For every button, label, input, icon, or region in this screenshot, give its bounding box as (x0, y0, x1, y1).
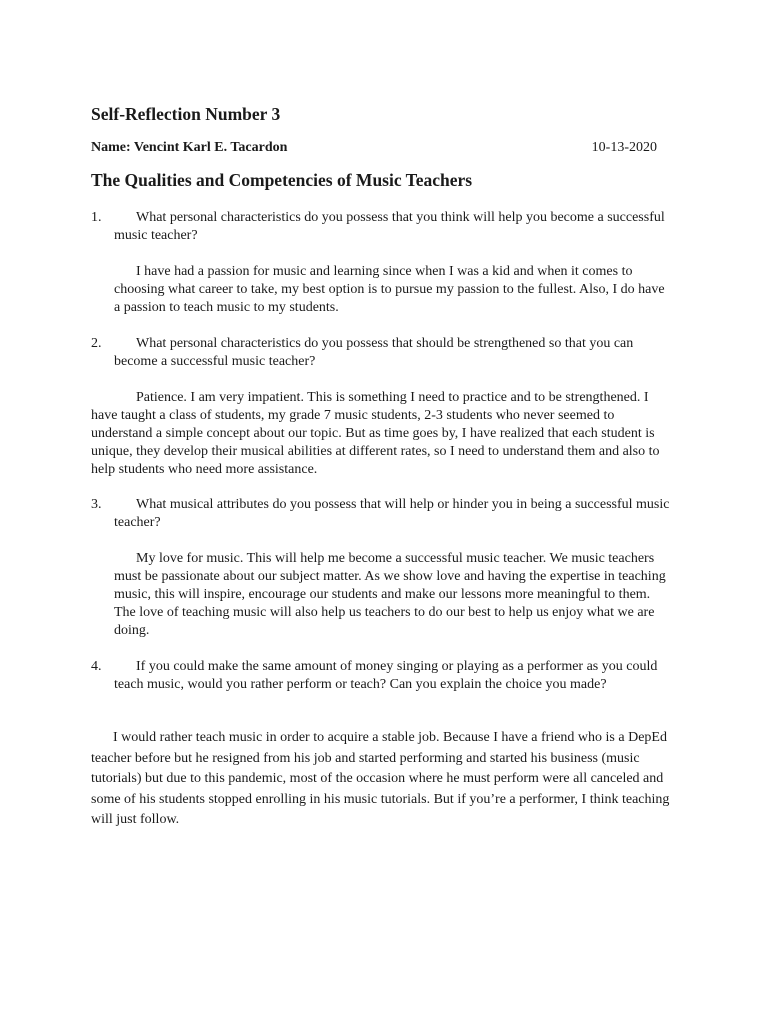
document-date: 10-13-2020 (591, 140, 657, 155)
question-text-3: What musical attributes do you possess that will help or hinder you in being a successful music teacher? (114, 497, 670, 530)
answer-text-2: Patience. I am very impatient. This is something I need to practice and to be strengthened. I have taught a class of students, my grade 7 music students, 2-3 students who never seemed to understand a simple concept about our topic. But as time goes by, I have realized that each student is unique, they develop their musical abilities at different rates, so I need to understand them and also to help students who need more assistance. (91, 390, 660, 477)
name-line (91, 140, 657, 156)
question-text-2: What personal characteristics do you possess that should be strengthened so that you can become a successful music teacher? (114, 336, 634, 369)
question-number-3: 3. (91, 497, 102, 512)
question-number-4: 4. (91, 659, 102, 674)
section-heading: The Qualities and Competencies of Music Teachers (91, 170, 473, 190)
question-text-1: What personal characteristics do you possess that you think will help you become a successful music teacher? (114, 210, 665, 243)
question-number-2: 2. (91, 336, 102, 351)
answer-text-4: I would rather teach music in order to acquire a stable job. Because I have a friend who is a DepEd teacher before but he resigned from his job and started performing and started his business (music tutorials) but due to this pandemic, most of the occasion where he must perform were all canceled and some of his students stopped enrolling in his music tutorials. But if you’re a performer, I think teaching will just follow. (91, 730, 670, 827)
answer-text-1: I have had a passion for music and learning since when I was a kid and when it comes to choosing what career to take, my best option is to pursue my passion to the fullest. Also, I do have a passion to teach music to my students. (114, 264, 665, 315)
author-name: Name: Vencint Karl E. Tacardon (91, 140, 288, 155)
question-text-4: If you could make the same amount of money singing or playing as a performer as you could teach music, would you rather perform or teach? Can you explain the choice you made? (114, 659, 658, 692)
question-number-1: 1. (91, 210, 102, 225)
answer-text-3: My love for music. This will help me become a successful music teacher. We music teachers must be passionate about our subject matter. As we show love and having the expertise in teaching music, this will inspire, encourage our students and make our lessons more meaningful to them. The love of teaching music will also help us teachers to do our best to help us enjoy what we are doing. (114, 551, 666, 638)
document-title: Self-Reflection Number 3 (91, 104, 281, 124)
